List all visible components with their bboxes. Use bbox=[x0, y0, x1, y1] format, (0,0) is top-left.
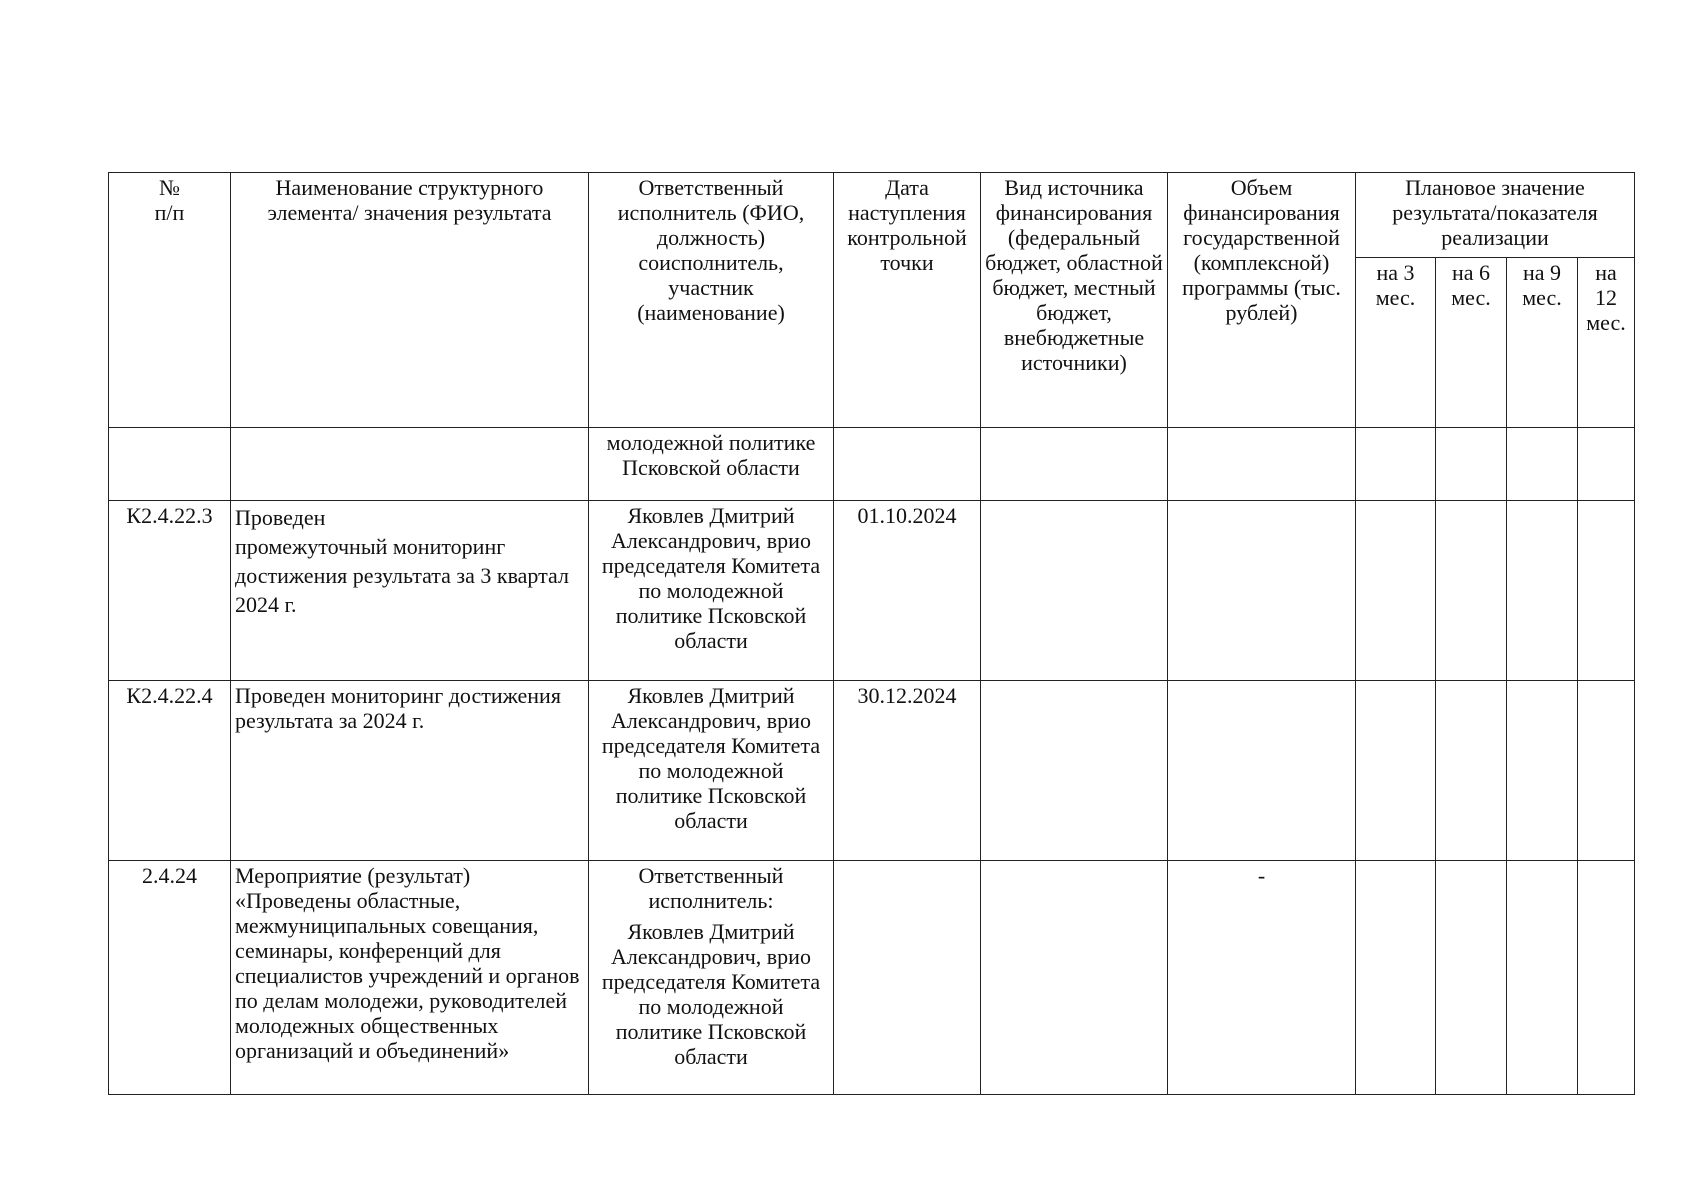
cell-3-months bbox=[1356, 861, 1436, 1095]
responsible-person: Яковлев Дмитрий Александрович, врио председателя Комитета по молодежной политике Псковской области bbox=[601, 919, 821, 1069]
cell-source bbox=[981, 428, 1168, 501]
table-row bbox=[109, 428, 1635, 501]
header-12-months: на 12 мес. bbox=[1578, 258, 1635, 428]
cell-volume: - bbox=[1168, 861, 1356, 1095]
table-row bbox=[109, 861, 1635, 1095]
cell-num: К2.4.22.4 bbox=[109, 681, 231, 861]
cell-name bbox=[231, 428, 589, 501]
cell-source bbox=[981, 501, 1168, 681]
header-date: Дата наступления контрольной точки bbox=[834, 173, 981, 428]
header-responsible: Ответственный исполнитель (ФИО, должность) соисполнитель, участник (наименование) bbox=[589, 173, 834, 428]
cell-name bbox=[231, 501, 589, 681]
cell-3-months bbox=[1356, 501, 1436, 681]
cell-3-months bbox=[1356, 428, 1436, 501]
header-3-months: на 3 мес. bbox=[1356, 258, 1436, 428]
cell-12-months bbox=[1578, 861, 1635, 1095]
cell-6-months bbox=[1436, 681, 1507, 861]
cell-12-months bbox=[1578, 428, 1635, 501]
cell-date bbox=[834, 861, 981, 1095]
cell-responsible: Яковлев Дмитрий Александрович, врио председателя Комитета по молодежной политике Псковской области bbox=[589, 501, 834, 681]
header-num: № п/п bbox=[109, 173, 231, 428]
responsible-label: Ответственный исполнитель: bbox=[638, 863, 784, 913]
header-source: Вид источника финансирования (федеральный бюджет, областной бюджет, местный бюджет, внебюджетные источники) bbox=[981, 173, 1168, 428]
header-name: Наименование структурного элемента/ значения результата bbox=[231, 173, 589, 428]
cell-volume bbox=[1168, 428, 1356, 501]
cell-12-months bbox=[1578, 501, 1635, 681]
plan-table bbox=[108, 172, 1635, 1095]
cell-num: К2.4.22.3 bbox=[109, 501, 231, 681]
cell-name-first-line: Проведен bbox=[235, 505, 326, 530]
cell-6-months bbox=[1436, 861, 1507, 1095]
header-9-months: на 9 мес. bbox=[1507, 258, 1578, 428]
header-volume: Объем финансирования государственной (комплексной) программы (тыс. рублей) bbox=[1168, 173, 1356, 428]
cell-num bbox=[109, 428, 231, 501]
cell-responsible bbox=[589, 861, 834, 1095]
header-planned: Плановое значение результата/показателя реализации bbox=[1356, 173, 1635, 258]
cell-6-months bbox=[1436, 501, 1507, 681]
cell-volume bbox=[1168, 501, 1356, 681]
cell-name: Мероприятие (результат) «Проведены областные, межмуниципальных совещания, семинары, конференций для специалистов учреждений и органов по делам молодежи, руководителей молодежных общественных организаций и объединений» bbox=[231, 861, 589, 1095]
cell-3-months bbox=[1356, 681, 1436, 861]
cell-date: 01.10.2024 bbox=[834, 501, 981, 681]
cell-date bbox=[834, 428, 981, 501]
cell-volume bbox=[1168, 681, 1356, 861]
cell-name-rest: промежуточный мониторинг достижения результата за 3 квартал 2024 г. bbox=[235, 534, 569, 617]
cell-source bbox=[981, 681, 1168, 861]
header-6-months: на 6 мес. bbox=[1436, 258, 1507, 428]
cell-num: 2.4.24 bbox=[109, 861, 231, 1095]
cell-9-months bbox=[1507, 861, 1578, 1095]
cell-9-months bbox=[1507, 428, 1578, 501]
cell-9-months bbox=[1507, 501, 1578, 681]
table-row bbox=[109, 681, 1635, 861]
cell-responsible: молодежной политике Псковской области bbox=[589, 428, 834, 501]
cell-date: 30.12.2024 bbox=[834, 681, 981, 861]
table-row bbox=[109, 501, 1635, 681]
cell-12-months bbox=[1578, 681, 1635, 861]
cell-source bbox=[981, 861, 1168, 1095]
cell-9-months bbox=[1507, 681, 1578, 861]
cell-responsible: Яковлев Дмитрий Александрович, врио председателя Комитета по молодежной политике Псковской области bbox=[589, 681, 834, 861]
cell-name: Проведен мониторинг достижения результата за 2024 г. bbox=[231, 681, 589, 861]
cell-6-months bbox=[1436, 428, 1507, 501]
